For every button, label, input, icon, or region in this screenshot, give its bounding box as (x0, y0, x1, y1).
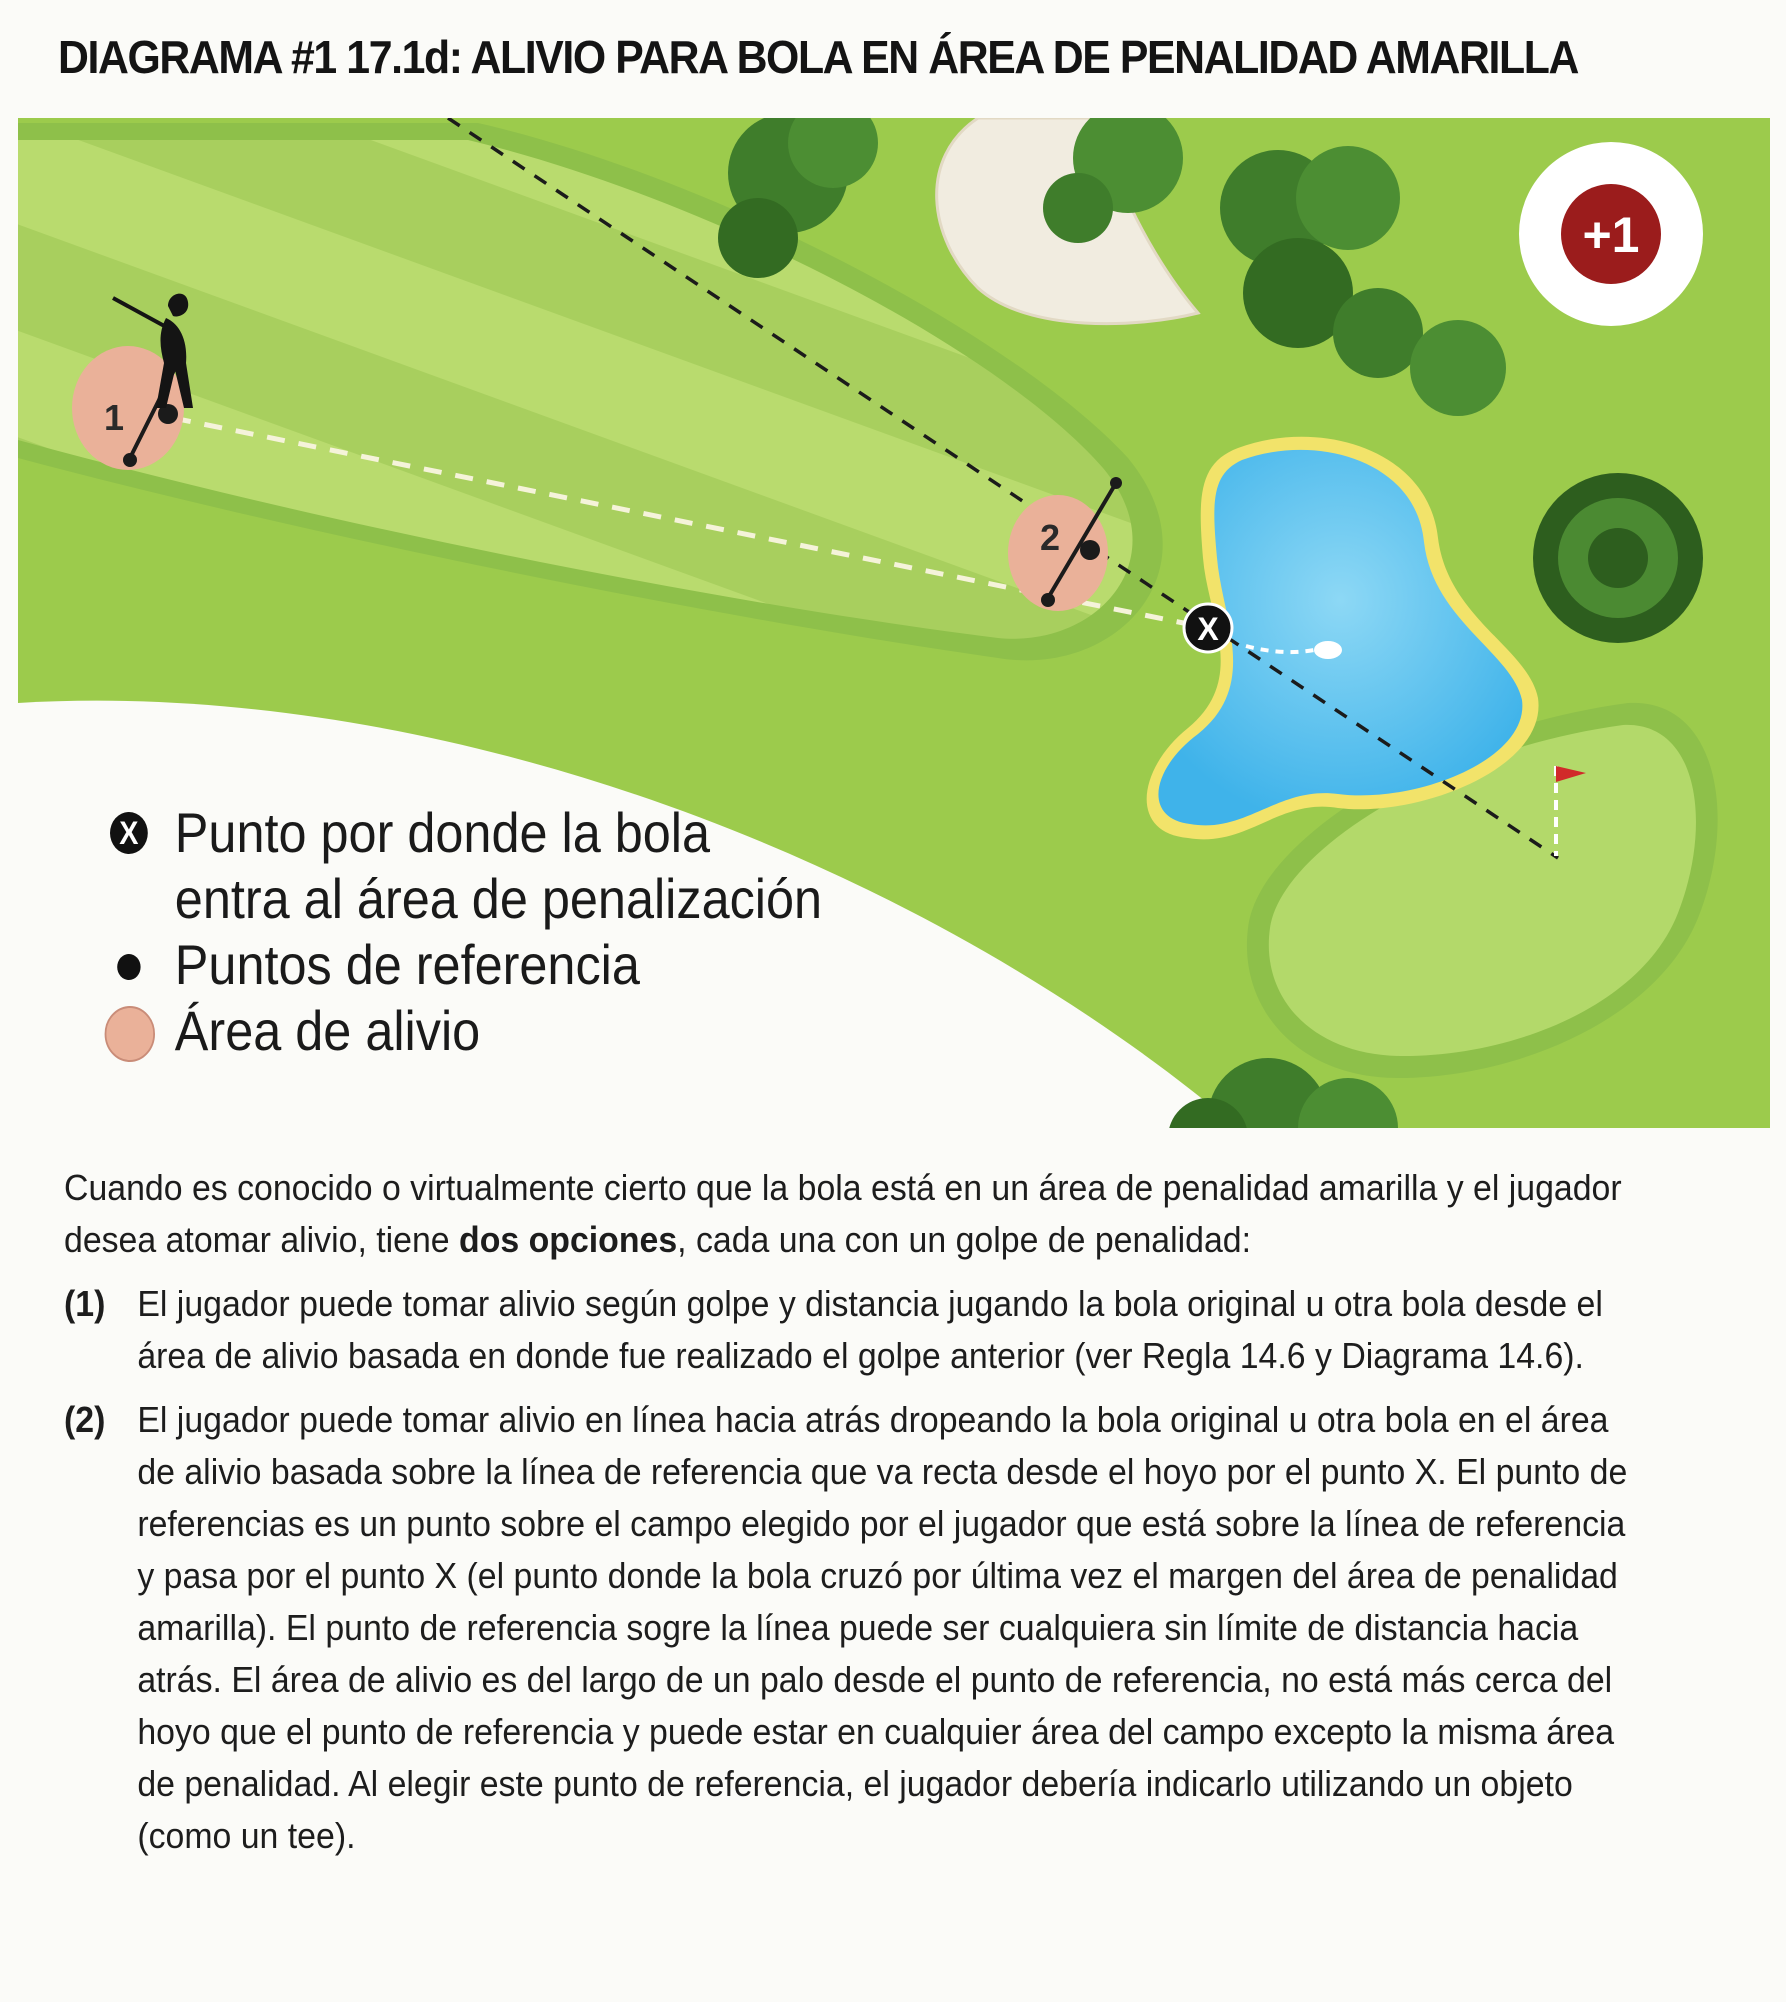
legend-label-point-x-line2: entra al área de penalización (174, 867, 823, 930)
option-2-number: (2) (64, 1399, 106, 1440)
legend-label-reference-points: Puntos de referencia (174, 933, 640, 996)
legend-entry-point-x (110, 800, 822, 932)
intro-paragraph (64, 1162, 1643, 1266)
legend-label-point-x-line1: Punto por donde la bola (174, 801, 711, 864)
reference-point-2 (1080, 540, 1100, 560)
legend-entry-relief-area (110, 998, 822, 1064)
intro-text-bold: dos opciones (459, 1219, 678, 1260)
option-2-text: El jugador puede tomar alivio en línea hacia atrás dropeando la bola original u otra bola en el área de alivio basada sobre la línea de referencia que va recta desde el hoyo por el punto X. El punto de referencias es un punto sobre el campo elegido por el jugador que está sobre la línea de referencia y pasa por el punto X (el punto donde la bola cruzó por última vez el margen del área de penalidad amarilla). El punto de referencia sogre la línea puede ser cualquiera sin límite de distancia hacia atrás. El área de alivio es del largo de un palo desde el punto de referencia, no está más cerca del hoyo que el punto de referencia y puede estar en cualquier área del campo excepto la misma área de penalidad. Al elegir este punto de referencia, el jugador debería indicarlo utilizando un objeto (como un tee). (137, 1399, 1628, 1856)
relief-label-2: 2 (1040, 517, 1061, 558)
legend (110, 800, 822, 1064)
option-1-number: (1) (64, 1283, 106, 1324)
penalty-badge (1519, 142, 1703, 326)
relief-label-1: 1 (104, 397, 125, 438)
penalty-badge-label: +1 (1582, 207, 1640, 263)
ball-in-water (1314, 641, 1342, 659)
point-x-label: X (1197, 611, 1219, 647)
x-marker-icon: X (110, 812, 148, 854)
relief-area-icon (105, 1006, 155, 1062)
intro-text-end: , cada una con un golpe de penalidad: (677, 1219, 1252, 1260)
legend-label-relief-area: Área de alivio (174, 999, 481, 1062)
point-x-marker (1184, 604, 1232, 652)
option-1 (64, 1278, 1643, 1382)
option-2 (64, 1394, 1643, 1862)
explanation-text (64, 1162, 1643, 1862)
option-1-text: El jugador puede tomar alivio según golpe y distancia jugando la bola original u otra bola desde el área de alivio basada en donde fue realizado el golpe anterior (ver Regla 14.6 y Diagrama 14.6). (137, 1283, 1603, 1376)
legend-entry-reference-points (110, 932, 822, 998)
diagram-title: DIAGRAMA #1 17.1d: ALIVIO PARA BOLA EN ÁREA DE PENALIDAD AMARILLA (58, 31, 1578, 83)
tree-right (1533, 473, 1703, 643)
reference-point-icon (117, 954, 140, 980)
intro-text-start: Cuando es conocido o virtualmente cierto que la bola está en un área de penalidad amarilla y el jugador desea atomar alivio, tiene (64, 1167, 1622, 1260)
